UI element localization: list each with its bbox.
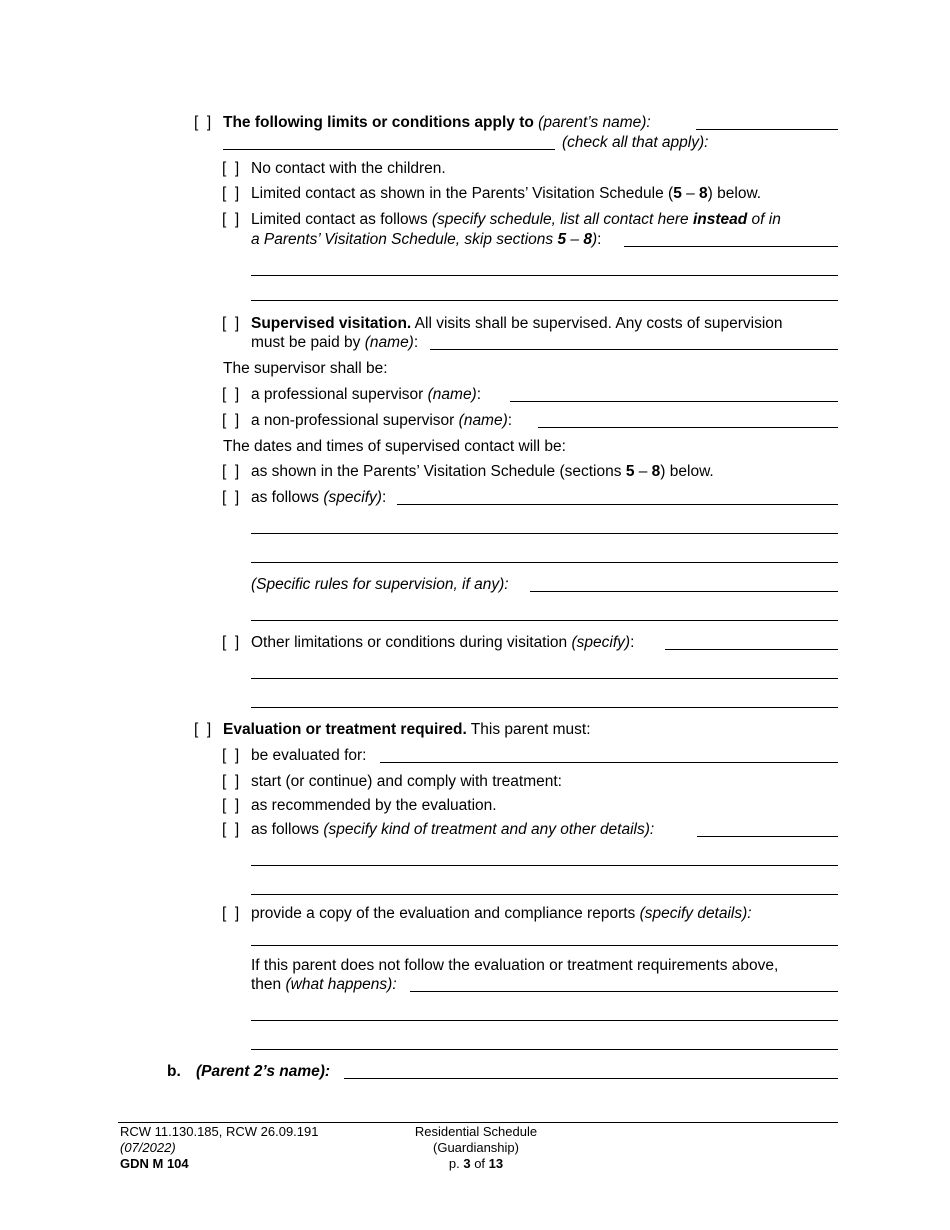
nonprof-supervisor-field[interactable] xyxy=(538,427,838,428)
specific-rules-field[interactable] xyxy=(530,591,838,592)
if-not-field-3[interactable] xyxy=(251,1049,838,1050)
limited-schedule-label: Limited contact as shown in the Parents’ Visitation Schedule (5 – 8) below. xyxy=(251,185,762,202)
as-shown-label: as shown in the Parents’ Visitation Schedule (sections 5 – 8) below. xyxy=(251,463,714,480)
no-contact-checkbox[interactable]: [ ] xyxy=(222,160,240,177)
nonprof-supervisor-label: a non-professional supervisor (name): xyxy=(251,412,513,429)
provide-copy-field[interactable] xyxy=(251,945,838,946)
other-lim-field-2[interactable] xyxy=(251,678,838,679)
footer-subtitle: (Guardianship) xyxy=(433,1140,519,1155)
supervised-checkbox[interactable]: [ ] xyxy=(222,315,240,332)
recommended-checkbox[interactable]: [ ] xyxy=(222,797,240,814)
footer-form-id: GDN M 104 xyxy=(120,1156,189,1171)
eval-follows-checkbox[interactable]: [ ] xyxy=(222,821,240,838)
other-lim-field-3[interactable] xyxy=(251,707,838,708)
parent-name-hint: (parent’s name): xyxy=(538,114,651,131)
footer-title: Residential Schedule xyxy=(414,1124,538,1139)
provide-copy-label: provide a copy of the evaluation and compliance reports (specify details): xyxy=(251,905,752,922)
limits-lead: The following limits or conditions apply to xyxy=(223,114,534,131)
if-not-label: If this parent does not follow the evaluation or treatment requirements above, xyxy=(251,957,779,974)
limited-follows-field[interactable] xyxy=(624,246,838,247)
as-follows-checkbox[interactable]: [ ] xyxy=(222,489,240,506)
eval-heading: Evaluation or treatment required. This parent must: xyxy=(223,721,591,738)
treatment-checkbox[interactable]: [ ] xyxy=(222,773,240,790)
specific-rules-label: (Specific rules for supervision, if any): xyxy=(251,576,509,593)
as-follows-field-2[interactable] xyxy=(251,533,838,534)
eval-checkbox[interactable]: [ ] xyxy=(194,721,212,738)
other-lim-checkbox[interactable]: [ ] xyxy=(222,634,240,651)
paid-by-field[interactable] xyxy=(430,349,838,350)
eval-follows-field[interactable] xyxy=(697,836,838,837)
limits-checkbox[interactable]: [ ] xyxy=(194,114,212,131)
evaluated-field[interactable] xyxy=(380,762,838,763)
limited-follows-label: Limited contact as follows (specify schedule, list all contact here instead of in xyxy=(251,211,781,228)
footer-center xyxy=(386,1124,566,1172)
evaluated-label: be evaluated for: xyxy=(251,747,367,764)
if-not-field-2[interactable] xyxy=(251,1020,838,1021)
no-contact-label: No contact with the children. xyxy=(251,160,446,177)
provide-copy-checkbox[interactable]: [ ] xyxy=(222,905,240,922)
check-all-hint: (check all that apply): xyxy=(562,134,709,151)
footer-page: p. 3 of 13 xyxy=(448,1156,504,1171)
limited-follows-field-3[interactable] xyxy=(251,300,838,301)
limited-follows-label-2: a Parents’ Visitation Schedule, skip sections 5 – 8): xyxy=(251,231,602,248)
other-lim-label: Other limitations or conditions during visitation (specify): xyxy=(251,634,635,651)
as-shown-checkbox[interactable]: [ ] xyxy=(222,463,240,480)
if-not-label-2: then (what happens): xyxy=(251,976,397,993)
limited-follows-checkbox[interactable]: [ ] xyxy=(222,211,240,228)
as-follows-field-3[interactable] xyxy=(251,562,838,563)
treatment-label: start (or continue) and comply with treatment: xyxy=(251,773,562,790)
parent2-name-field[interactable] xyxy=(344,1078,838,1079)
specific-rules-field-2[interactable] xyxy=(251,620,838,621)
limits-heading xyxy=(223,113,651,132)
eval-follows-label: as follows (specify kind of treatment and any other details): xyxy=(251,821,655,838)
as-follows-field[interactable] xyxy=(397,504,838,505)
footer-left xyxy=(120,1124,318,1172)
prof-supervisor-field[interactable] xyxy=(510,401,838,402)
parent-name-field[interactable] xyxy=(696,129,838,130)
limited-schedule-checkbox[interactable]: [ ] xyxy=(222,185,240,202)
as-follows-label: as follows (specify): xyxy=(251,489,387,506)
parent2-section-label: b. xyxy=(167,1063,181,1080)
prof-supervisor-label: a professional supervisor (name): xyxy=(251,386,482,403)
parent-name-field-2[interactable] xyxy=(223,149,555,150)
other-lim-field[interactable] xyxy=(665,649,838,650)
recommended-label: as recommended by the evaluation. xyxy=(251,797,497,814)
if-not-field[interactable] xyxy=(410,991,838,992)
footer-rule xyxy=(118,1122,838,1123)
parent2-name-label: (Parent 2’s name): xyxy=(196,1063,331,1080)
eval-follows-field-3[interactable] xyxy=(251,894,838,895)
evaluated-checkbox[interactable]: [ ] xyxy=(222,747,240,764)
nonprof-supervisor-checkbox[interactable]: [ ] xyxy=(222,412,240,429)
supervised-label: Supervised visitation. All visits shall be supervised. Any costs of supervision xyxy=(251,315,783,332)
footer-rcw: RCW 11.130.185, RCW 26.09.191 xyxy=(120,1124,319,1139)
supervised-paid-by: must be paid by (name): xyxy=(251,334,419,351)
supervisor-shall-label: The supervisor shall be: xyxy=(223,360,388,377)
limited-follows-field-2[interactable] xyxy=(251,275,838,276)
dates-times-label: The dates and times of supervised contact will be: xyxy=(223,438,566,455)
footer-date: (07/2022) xyxy=(120,1140,176,1155)
eval-follows-field-2[interactable] xyxy=(251,865,838,866)
prof-supervisor-checkbox[interactable]: [ ] xyxy=(222,386,240,403)
